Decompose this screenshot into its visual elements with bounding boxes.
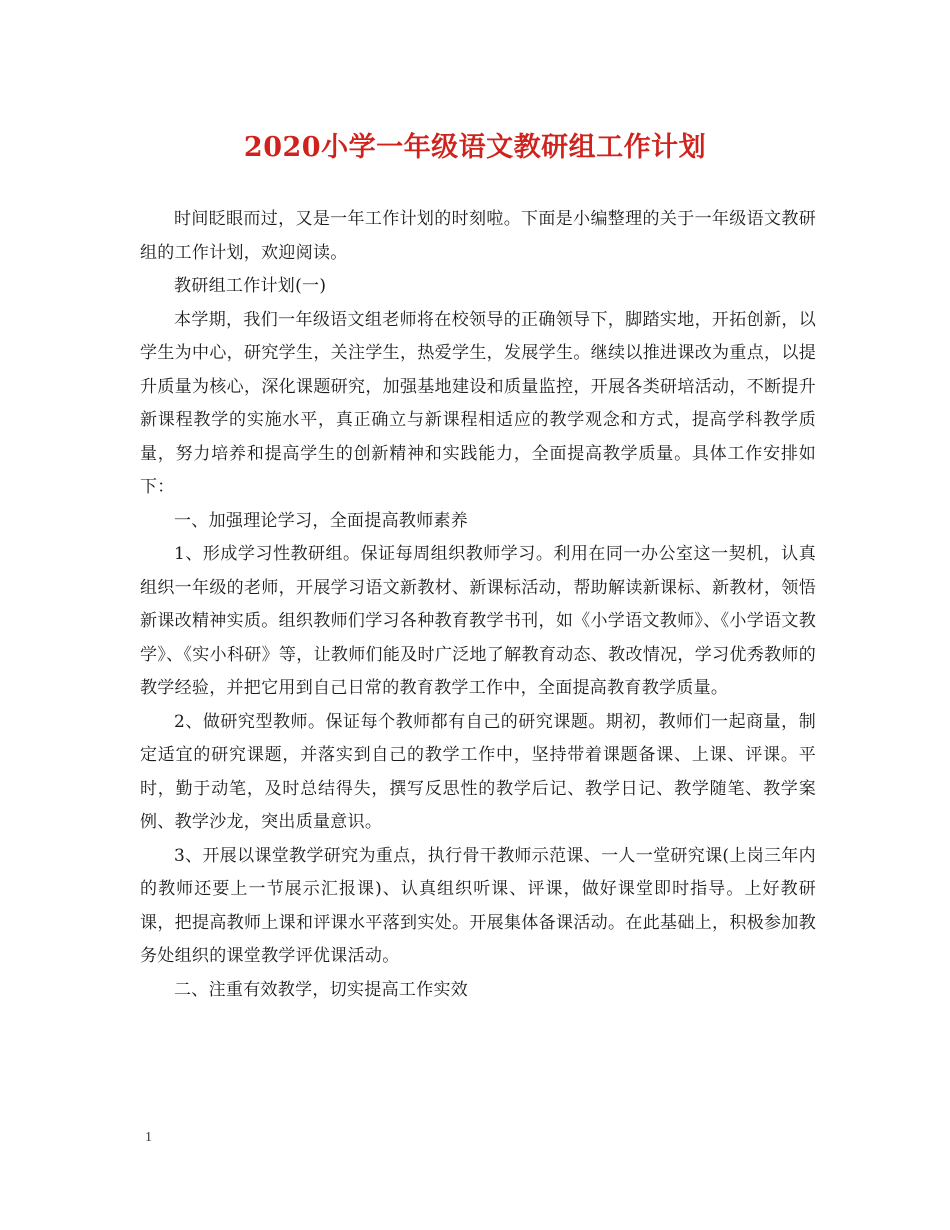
section-heading-plan-one: 教研组工作计划(一) (174, 276, 327, 296)
page-number: 1 (145, 1130, 152, 1145)
section-heading-theory-study: 一、加强理论学习，全面提高教师素养 (174, 510, 469, 531)
document-title: 2020小学一年级语文教研组工作计划 (243, 132, 707, 163)
paragraph-item-3: 3、开展以课堂教学研究为重点，执行骨干教师示范课、一人一堂研究课(上岗三年内的教师还要上一节展示汇报课)、认真组织听课、评课，做好课堂即时指导。上好教研课，把提高教师上课和评课水平落到实处。开展集体备课活动。在此基础上，积极参加教务处组织的课堂教学评优课活动。 (140, 845, 816, 966)
section-heading-effective-teaching: 二、注重有效教学，切实提高工作实效 (174, 979, 469, 1000)
paragraph-intro: 时间眨眼而过，又是一年工作计划的时刻啦。下面是小编整理的关于一年级语文教研组的工作计划，欢迎阅读。 (140, 209, 816, 263)
paragraph-overview: 本学期，我们一年级语文组老师将在校领导的正确领导下，脚踏实地，开拓创新，以学生为中心，研究学生，关注学生，热爱学生，发展学生。继续以推进课改为重点，以提升质量为核心，深化课题研究，加强基地建设和质量监控，开展各类研培活动，不断提升新课程教学的实施水平，真正确立与新课程相适应的教学观念和方式，提高学科教学质量，努力培养和提高学生的创新精神和实践能力，全面提高教学质量。具体工作安排如下： (140, 309, 816, 497)
paragraph-item-1: 1、形成学习性教研组。保证每周组织教师学习。利用在同一办公室这一契机，认真组织一年级的老师，开展学习语文新教材、新课标活动，帮助解读新课标、新教材，领悟新课改精神实质。组织教师们学习各种教育教学书刊，如《小学语文教师》、《小学语文教学》、《实小科研》等，让教师们能及时广泛地了解教育动态、教改情况，学习优秀教师的教学经验，并把它用到自己日常的教育教学工作中，全面提高教育教学质量。 (140, 544, 816, 698)
document-body (140, 203, 816, 1007)
paragraph-item-2: 2、做研究型教师。保证每个教师都有自己的研究课题。期初，教师们一起商量，制定适宜的研究课题，并落实到自己的教学工作中，坚持带着课题备课、上课、评课。平时，勤于动笔，及时总结得失，撰写反思性的教学后记、教学日记、教学随笔、教学案例、教学沙龙，突出质量意识。 (140, 711, 816, 832)
